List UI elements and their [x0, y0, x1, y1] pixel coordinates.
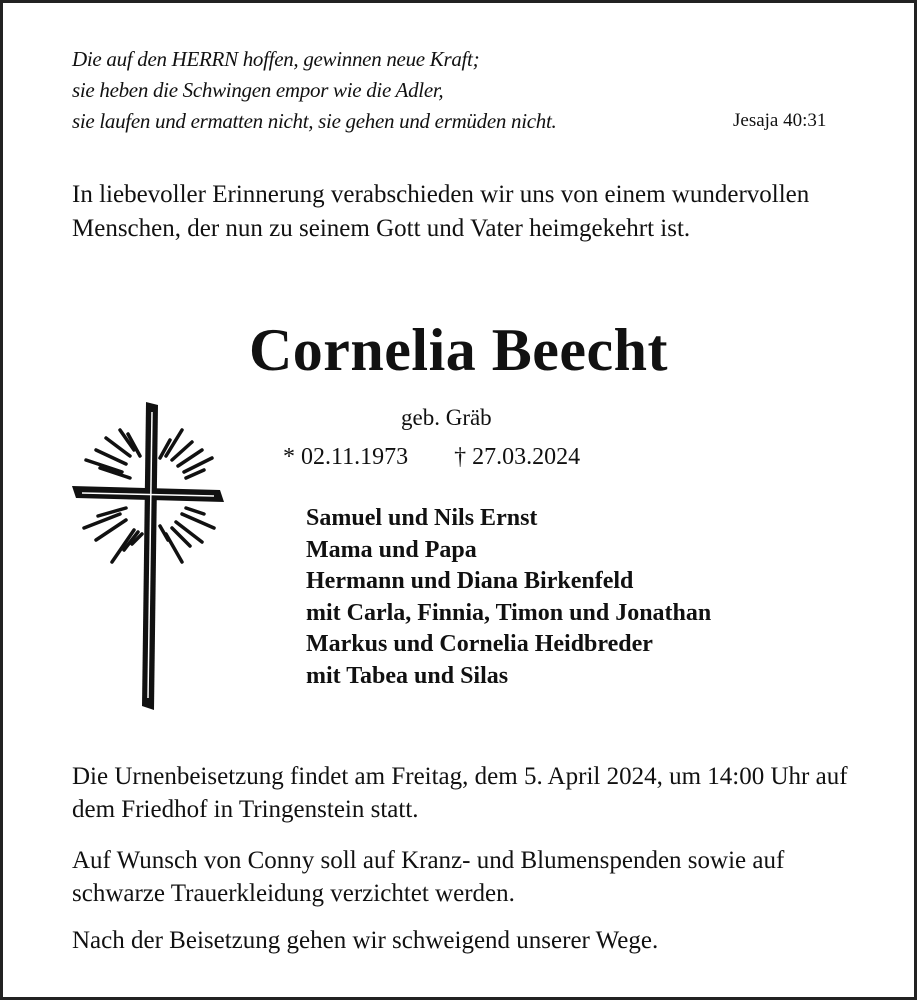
family-line: Mama und Papa: [306, 536, 477, 563]
family-list: [306, 503, 711, 692]
family-line: Markus und Cornelia Heidbreder: [306, 631, 653, 657]
intro-text: In liebevoller Erinnerung verabschieden wir uns von einem wundervollen Menschen, der nun zu seinem Gott und Vater heimgekehrt ist.: [72, 181, 810, 242]
deceased-name: Cornelia Beecht: [248, 317, 669, 383]
cross-with-rays-icon: [68, 398, 228, 718]
maiden-name: geb. Gräb: [401, 405, 492, 430]
burial-info: Die Urnenbeisetzung findet am Freitag, dem 5. April 2024, um 14:00 Uhr auf dem Friedhof in Tringenstein statt.: [72, 763, 848, 823]
verse-line: sie laufen und ermatten nicht, sie gehen und ermüden nicht.: [72, 109, 557, 133]
family-line: Samuel und Nils Ernst: [306, 505, 538, 531]
life-dates: [283, 444, 620, 471]
family-line: Hermann und Diana Birkenfeld: [306, 568, 634, 594]
birth-date: * 02.11.1973: [283, 444, 409, 470]
bible-verse: [72, 44, 556, 137]
family-line: mit Carla, Finnia, Timon und Jonathan: [306, 599, 712, 626]
death-date: † 27.03.2024: [454, 444, 581, 470]
closing-note: Nach der Beisetzung gehen wir schweigend unserer Wege.: [72, 927, 659, 954]
verse-reference: Jesaja 40:31: [733, 110, 827, 131]
family-line: mit Tabea und Silas: [306, 662, 509, 689]
verse-line: Die auf den HERRN hoffen, gewinnen neue Kraft;: [72, 47, 480, 71]
wishes-info: Auf Wunsch von Conny soll auf Kranz- und Blumenspenden sowie auf schwarze Trauerkleidung verzichtet werden.: [72, 847, 785, 907]
verse-line: sie heben die Schwingen empor wie die Adler,: [72, 78, 444, 102]
